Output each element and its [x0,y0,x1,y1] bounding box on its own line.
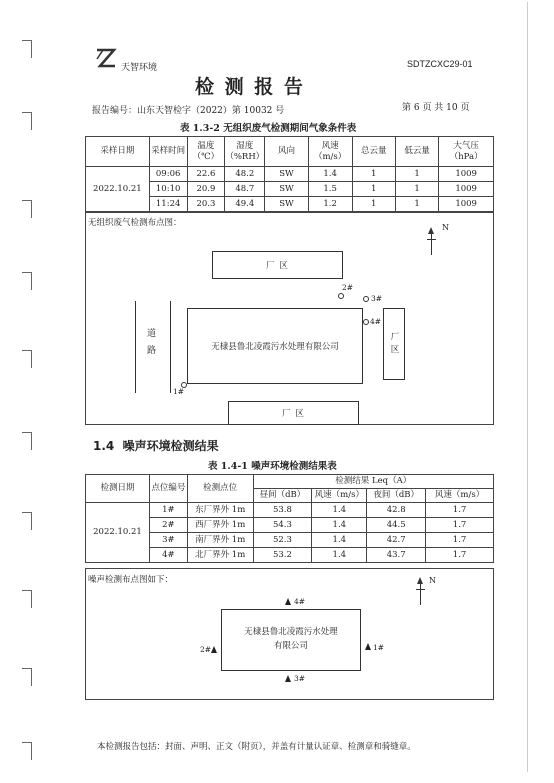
company-name-line2: 有限公司 [273,641,308,651]
section-title: 噪声环境检测结果 [122,439,219,453]
header-cell: 湿度（%RH） [225,137,265,167]
table-row [86,167,494,182]
noise-table [85,474,494,563]
section-heading [93,437,219,454]
cell: 南厂界外 1m [187,533,253,548]
factory-area-top: 厂 区 [212,251,343,279]
binding-mark [22,272,32,290]
gas-diagram-label: 无组织废气检测布点图： [88,218,182,228]
cell: 42.8 [367,503,426,518]
cell: 1009 [439,197,494,212]
point-label: 2# [342,283,354,292]
cell: SW [265,167,309,182]
noise-diagram-label: 噪声检测布点图如下： [88,575,174,585]
binding-mark [22,40,32,58]
weather-table-caption: 表 1.3-2 无组织废气检测期间气象条件表 [180,123,357,134]
gas-sampling-diagram [85,212,494,425]
point-label: 4# [370,317,382,326]
binding-mark [22,112,32,130]
cell: 09:06 [149,167,187,182]
point-label: 3# [294,674,306,683]
company-area [221,609,361,671]
cell: 53.8 [253,503,312,518]
cell: 西厂界外 1m [187,518,253,533]
page-info: 第 6 页 共 10 页 [402,103,470,113]
triangle-marker-icon [365,643,371,650]
cell: 49.4 [225,197,265,212]
binding-mark [22,200,32,218]
binding-mark [22,512,32,530]
cell: 52.3 [253,533,312,548]
cell: 1 [352,167,395,182]
header-cell: 夜间（dB） [367,489,426,503]
cell: 20.9 [187,182,225,197]
cell: 1009 [439,167,494,182]
cell: 1.7 [426,518,494,533]
sampling-point-3 [363,296,369,302]
company-logo-icon [94,46,118,70]
header-cell: 风速（m/s） [308,137,352,167]
cell: 1.4 [312,503,367,518]
header-cell: 点位编号 [149,475,187,503]
point-label: 2# [200,645,212,654]
cell: 10:10 [149,182,187,197]
cell: 54.3 [253,518,312,533]
header-cell: 风速（m/s） [312,489,367,503]
cell: 1.2 [308,197,352,212]
cell: 1.4 [308,167,352,182]
company-area: 无棣县鲁北凌霞污水处理有限公司 [187,308,363,384]
header-cell: 温度（℃） [187,137,225,167]
noise-sampling-diagram [85,568,494,700]
header-cell: 大气压（hPa） [439,137,494,167]
cell: 42.7 [367,533,426,548]
cell: 1.7 [426,548,494,563]
triangle-marker-icon [285,598,291,605]
cell: 4# [149,548,187,563]
cell: 1.7 [426,503,494,518]
binding-mark [22,350,32,368]
cell: 北厂界外 1m [187,548,253,563]
cell: 48.7 [225,182,265,197]
header-cell: 低云量 [395,137,438,167]
cell: SW [265,182,309,197]
north-label: N [429,576,436,585]
header-cell: 昼间（dB） [253,489,312,503]
cell: 1 [395,197,438,212]
cell: 53.2 [253,548,312,563]
company-name: 天智环境 [121,63,158,73]
date-cell: 2022.10.21 [86,167,150,212]
doc-code: SDTZCXC29-01 [407,59,473,69]
cell: 1009 [439,182,494,197]
point-label: 3# [371,294,383,303]
cell: 1.4 [312,518,367,533]
cell: 1.4 [312,533,367,548]
header-cell: 总云量 [352,137,395,167]
cell: SW [265,197,309,212]
factory-area-right: 厂区 [383,308,405,380]
binding-mark [22,590,32,608]
header-cell: 风速（m/s） [426,489,494,503]
cell: 48.2 [225,167,265,182]
cell: 1 [395,167,438,182]
cell: 1 [395,182,438,197]
cell: 44.5 [367,518,426,533]
section-number: 1.4 [93,439,115,453]
cell: 1# [149,503,187,518]
point-label: 1# [373,643,385,652]
report-number: 报告编号：山东天智检字（2022）第 10032 号 [92,106,285,116]
cell: 1.4 [312,548,367,563]
header-cell: 检测结果 Leq（A） [253,475,493,489]
page-edge [527,2,528,772]
triangle-marker-icon [285,675,291,682]
cell: 11:24 [149,197,187,212]
date-cell: 2022.10.21 [86,503,150,563]
cell: 43.7 [367,548,426,563]
cell: 1.5 [308,182,352,197]
cell: 20.3 [187,197,225,212]
cell: 东厂界外 1m [187,503,253,518]
table-row [86,503,494,518]
binding-mark [22,432,32,450]
point-label: 1# [173,387,185,396]
point-label: 4# [294,597,306,606]
header-cell: 采样时间 [149,137,187,167]
road-line [135,301,136,393]
binding-mark [22,668,32,686]
sampling-point-2 [338,293,344,299]
header-cell: 采样日期 [86,137,150,167]
header-cell: 检测点位 [187,475,253,503]
cell: 3# [149,533,187,548]
north-label: N [442,223,449,232]
footer-note: 本检测报告包括：封面、声明、正文（附页），并盖有计量认证章、检测章和骑缝章。 [97,742,416,752]
road-label: 道路 [145,328,155,362]
cell: 2# [149,518,187,533]
header-cell: 检测日期 [86,475,150,503]
company-name-line1: 无棣县鲁北凌霞污水处理 [244,627,338,638]
cell: 1.7 [426,533,494,548]
noise-table-caption: 表 1.4-1 噪声环境检测结果表 [208,461,337,472]
binding-mark [22,742,32,760]
cell: 22.6 [187,167,225,182]
north-arrow-icon [426,227,438,257]
page-title: 检 测 报 告 [195,76,305,98]
north-arrow-icon [415,577,427,607]
triangle-marker-icon [211,646,217,653]
weather-table [85,136,494,212]
cell: 1 [352,197,395,212]
road-line [170,301,171,393]
factory-area-bottom: 厂 区 [228,401,359,425]
cell: 1 [352,182,395,197]
header-cell: 风向 [265,137,309,167]
sampling-point-4 [363,319,369,325]
